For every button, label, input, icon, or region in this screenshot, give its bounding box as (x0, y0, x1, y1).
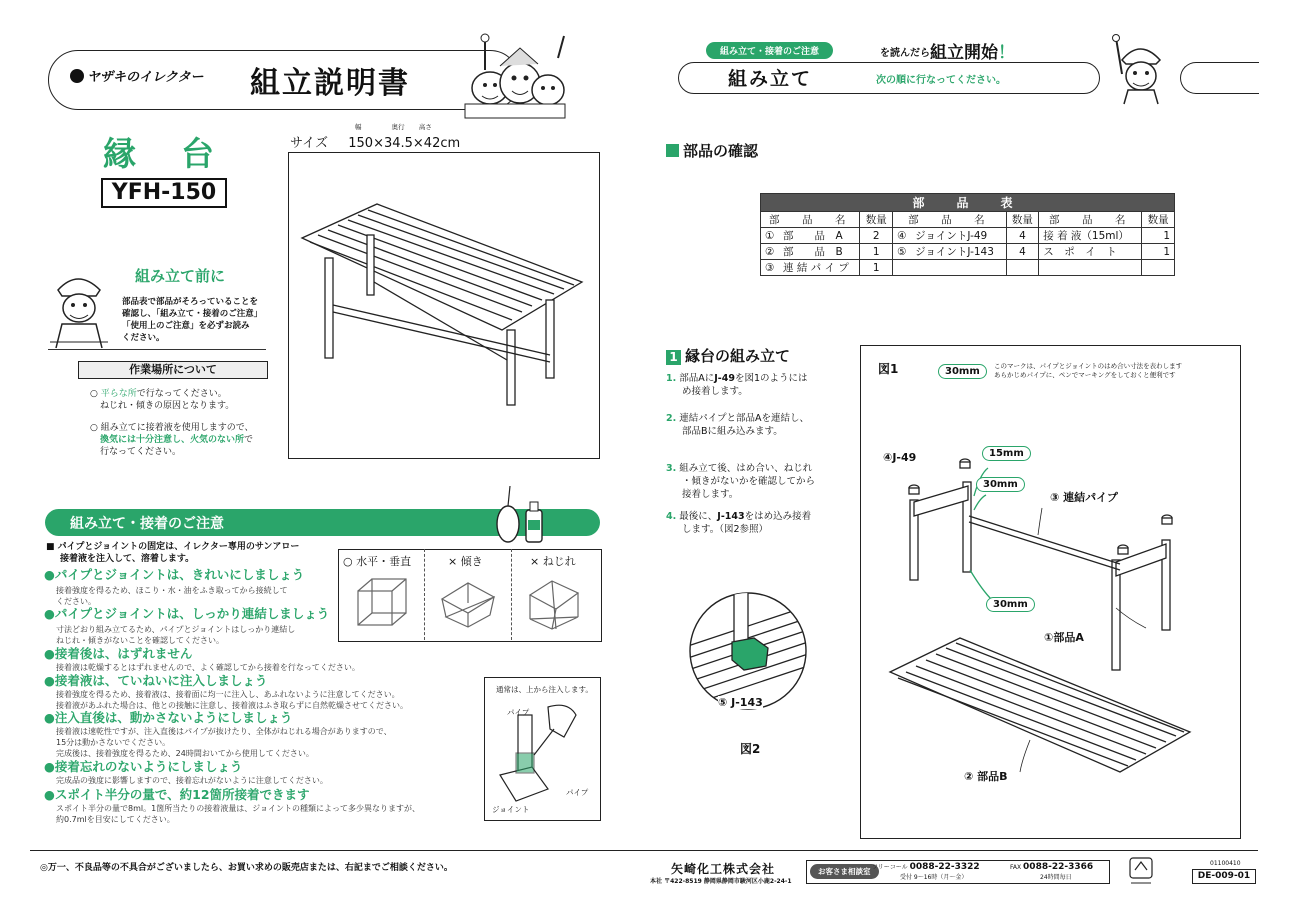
table-row: ② 部 品 B 1 ⑤ ジョイントJ-143 4 ス ポ イ ト 1 (761, 244, 1175, 260)
state-divider-1 (424, 549, 425, 640)
footer-notice: ◎万一、不良品等の不具合がございましたら、お買い求めの販売店または、右記までご相談ください。 (40, 863, 453, 873)
size-dim-labels (355, 122, 432, 131)
label-part-b: ② 部品B (964, 770, 1008, 783)
step-item: 1. 部品AにJ-49を図1のようには め接着します。 (666, 373, 808, 397)
before-assembly-text: 部品表で部品がそろっていることを 確認し、「組み立て・接着のご注意」 「使用上のご注意」を必ずお読み ください。 (122, 297, 263, 343)
adhesive-bottle-icon (490, 484, 550, 546)
caution-bullet: ●接着液は、ていねいに注入しましょう 接着強度を得るため、接着液は、接着面に均一に注入し、あふれないように注意してください。 接着液があふれた場合は、他との接触に注意し、接着液はふき取らずに自然乾燥させてください。 (44, 673, 408, 710)
mark-30-a: 30mm (976, 477, 1025, 492)
mascot-worker-icon (48, 262, 110, 350)
mascot-icon (1108, 34, 1172, 106)
workplace-title: 作業場所について (78, 361, 268, 379)
mark-30-b: 30mm (986, 597, 1035, 612)
label-j143: ⑤ J-143 (718, 696, 763, 709)
state-tilt-label: × 傾き (448, 555, 483, 568)
caution-bullet: ●注入直後は、動かさないようにしましょう 接着液は速乾性ですが、注入直後はパイプが抜けたり、全体がねじれる場合がありますので、 15分は動かさないでください。 完成後は、接着強度を得るため、24時間おいてから使用してください。 (44, 710, 392, 758)
caution-bullet: ●パイプとジョイントは、きれいにしましょう 接着強度を得るため、ほこり・水・油をふき取ってから接続して ください。 (44, 567, 305, 606)
mark-30-note: 30mm (938, 364, 987, 379)
banner-text: を読んだら (880, 48, 930, 59)
dim-h-label: 高さ (418, 123, 432, 131)
size-line (290, 132, 460, 151)
steps-list (666, 372, 846, 536)
doc-number-small: 01100410 (1210, 860, 1241, 867)
joint-label: ジョイント (492, 805, 530, 814)
state-divider-2 (511, 549, 512, 640)
brand-logo: ヤザキのイレクター (70, 66, 203, 85)
workplace-item-1: ○ 平らな所で行なってください。 ねじれ・傾きの原因となります。 (90, 389, 235, 411)
assembly-sub: 次の順に行なってください。 (876, 75, 1006, 86)
banner-badge: 組み立て・接着のご注意 (706, 42, 833, 59)
workplace-item-2: ○ 組み立てに接着液を使用しますので、 換気には十分注意し、火気のない所で 行なってください。 (90, 423, 254, 457)
divider (48, 349, 266, 350)
caution-intro: ■ パイプとジョイントの固定は、イレクター専用のサンアロー 接着液を注入して、溶着します。 (46, 542, 300, 564)
table-row: ③ 連 結 パ イ プ 1 (761, 260, 1175, 276)
table-row: ① 部 品 A 2 ④ ジョイントJ-49 4 接 着 液（15ml） 1 (761, 228, 1175, 244)
size-value: 150×34.5×42cm (348, 136, 461, 151)
label-part-a: ①部品A (1044, 631, 1084, 644)
product-name: 縁 台 (103, 134, 220, 173)
mark-15: 15mm (982, 446, 1031, 461)
brand-mark-icon (70, 69, 84, 83)
pipe-label: パイプ (507, 708, 530, 717)
company-address: 本社 〒422-8519 静岡県静岡市駿河区小鹿2-24-1 (650, 878, 792, 885)
step-item: 3. 組み立て後、はめ合い、ねじれ ・傾きがないかを確認してから 接着します。 (666, 463, 816, 500)
caution-bullet: ●パイプとジョイントは、しっかり連結しましょう 寸法どおり組み立てるため、パイプとジョイントはしっかり連結し ねじれ・傾きがないことを確認してください。 (44, 606, 330, 645)
recycle-mark-icon (1127, 856, 1155, 886)
parts-table: 部 品 表 部 品 名 数量 部 品 名 数量 部 品 名 数量 ① 部 品 A 2 ④ ジョイントJ-49 4 接 着 液（15ml） 1 ② 部 品 B 1 ⑤ ジョイントJ-143 4 ス ポ イ ト 1 ③ 連 結 パ イ プ 1 (760, 193, 1175, 276)
fig2-label: 図2 (740, 742, 761, 756)
footer-divider (30, 850, 1258, 851)
fig1-label: 図1 (878, 362, 899, 376)
state-twist-label: × ねじれ (530, 555, 576, 568)
company-name: 矢崎化工株式会社 (671, 862, 776, 876)
caution-bullet: ●スポイト半分の量で、約12箇所接着できます スポイト半分の量で8ml。1箇所当たりの接着液量は、ジョイントの種類によって多少異なりますが、 約0.7mlを目安にしてください。 (44, 787, 421, 824)
dim-d-label: 奥行 (391, 123, 405, 131)
bench-illustration (292, 190, 592, 420)
label-connecting-pipe: ③ 連結パイプ (1050, 491, 1118, 504)
pipe-label-2: パイプ (566, 788, 589, 797)
page-title: 組立説明書 (250, 66, 410, 101)
step-item: 4. 最後に、J-143をはめ込み接着 します。（図2参照） (666, 511, 812, 535)
parts-table-caption: 部 品 表 (761, 194, 1175, 212)
caution-title: 組み立て・接着のご注意 (70, 516, 224, 532)
green-square-icon (666, 144, 679, 157)
hours-2: 24時間毎日 (1040, 874, 1072, 881)
cube-twist-icon (524, 573, 584, 633)
doc-number: DE-009-01 (1192, 869, 1256, 884)
contact-badge: お客さま相談室 (810, 864, 879, 879)
size-label: サイズ (290, 136, 328, 151)
free-call: フリーコール 0088-22-3322 (872, 862, 980, 872)
before-assembly-title: 組み立て前に (135, 267, 226, 285)
hours-1: 受付 9～16時（月～金） (900, 874, 968, 881)
state-ok-label: ○ 水平・垂直 (343, 555, 412, 568)
section-number: 1 (666, 350, 681, 365)
fax: FAX 0088-22-3366 (1010, 862, 1094, 872)
cube-ok-icon (352, 573, 412, 633)
assembly-title: 組み立て (728, 68, 813, 90)
step-item: 2. 連結パイプと部品Aを連結し、 部品Bに組み込みます。 (666, 413, 809, 437)
dim-w-label: 幅 (355, 123, 362, 131)
banner-start: 組立開始！ (930, 43, 1015, 63)
fig1-note: このマークは、パイプとジョイントのはめ合い寸法を表わします あらかじめパイプに、ペンでマーキングをしておくと便利です (994, 362, 1183, 379)
model-number: YFH-150 (101, 178, 227, 208)
cube-tilt-icon (438, 573, 498, 633)
label-j49: ④J-49 (883, 451, 917, 464)
mascots-illustration (460, 28, 570, 120)
inject-note: 通常は、上から注入します。 (496, 685, 593, 694)
section-title: 1 縁台の組み立て (666, 345, 790, 366)
caution-bullet: ●接着後は、はずれません 接着液は乾燥するとはずれませんので、よく確認してから接着を行なってください。 (44, 646, 360, 672)
assembly-pill-right (1180, 62, 1259, 94)
caution-bullet: ●接着忘れのないようにしましょう 完成品の強度に影響しますので、接着忘れがないように注意してください。 (44, 759, 328, 785)
parts-check-title: 部品の確認 (666, 140, 758, 161)
